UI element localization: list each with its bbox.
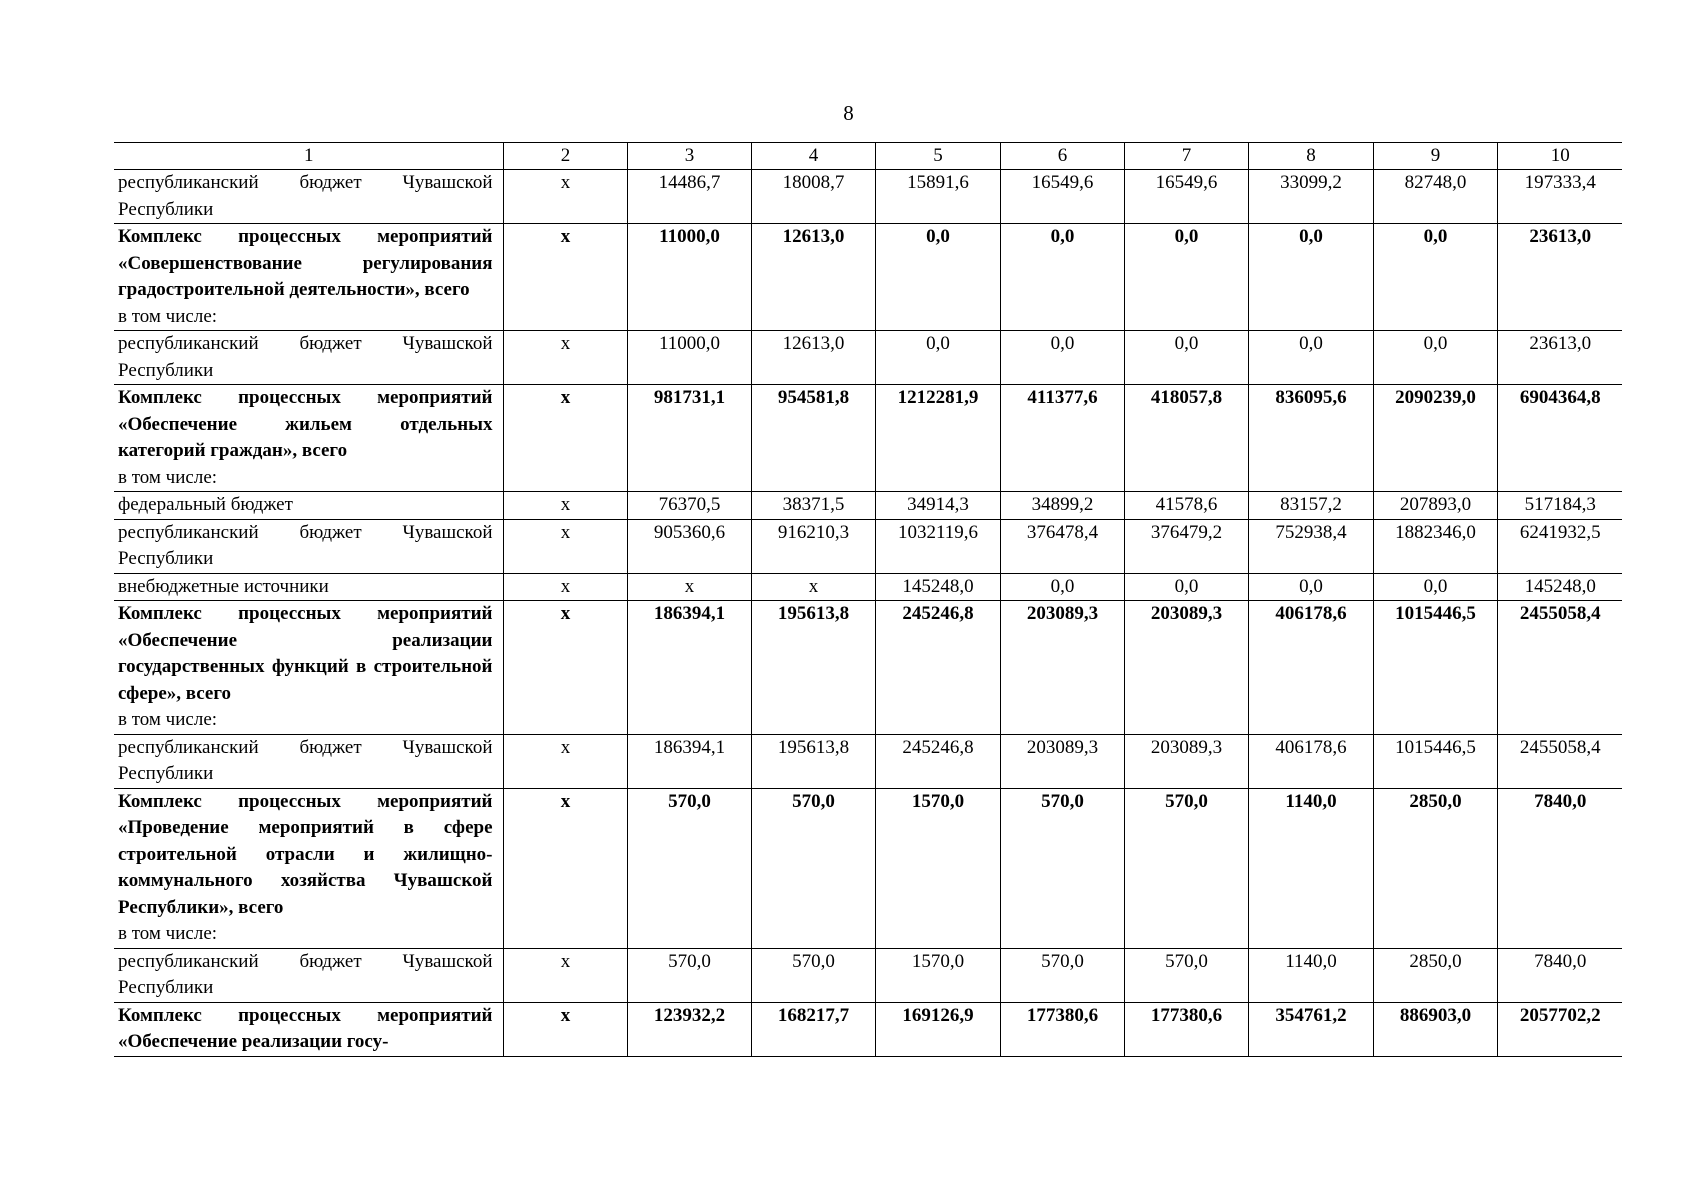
row-name: Комплекс процессных мероприятий «Обеспечение реализации госу- — [118, 1004, 493, 1052]
table-row-section — [114, 224, 1622, 331]
value-cell: 916210,3 — [751, 519, 875, 573]
header-row — [114, 143, 1622, 170]
value-cell: 0,0 — [1373, 573, 1497, 601]
row-name-cell — [114, 519, 503, 573]
value-cell: 570,0 — [751, 948, 875, 1002]
value-cell: 0,0 — [1248, 331, 1373, 385]
value-cell: 203089,3 — [1000, 734, 1124, 788]
value-cell: 1140,0 — [1248, 948, 1373, 1002]
value-cell: 23613,0 — [1497, 224, 1622, 331]
value-cell: 1140,0 — [1248, 788, 1373, 948]
row-name-cell — [114, 788, 503, 948]
value-cell: 34899,2 — [1000, 492, 1124, 520]
row-name: Комплекс процессных мероприятий «Обеспечение реализации государственных функций в строительной сфере», всего — [118, 603, 493, 704]
value-cell: 570,0 — [627, 788, 751, 948]
value-cell: 406178,6 — [1248, 601, 1373, 735]
value-cell: 186394,1 — [627, 734, 751, 788]
column-header: 2 — [503, 143, 627, 170]
row-name-cell — [114, 492, 503, 520]
value-cell: 6241932,5 — [1497, 519, 1622, 573]
value-cell: 411377,6 — [1000, 385, 1124, 492]
row-name-cell — [114, 170, 503, 224]
value-cell: 14486,7 — [627, 170, 751, 224]
value-cell: 41578,6 — [1124, 492, 1248, 520]
value-cell: 186394,1 — [627, 601, 751, 735]
value-cell: 2850,0 — [1373, 788, 1497, 948]
value-cell: х — [503, 948, 627, 1002]
value-cell: 0,0 — [1000, 224, 1124, 331]
value-cell: 2090239,0 — [1373, 385, 1497, 492]
table-row-section — [114, 1002, 1622, 1056]
value-cell: 38371,5 — [751, 492, 875, 520]
value-cell: 11000,0 — [627, 331, 751, 385]
row-name-cell — [114, 734, 503, 788]
value-cell: 145248,0 — [1497, 573, 1622, 601]
column-header: 5 — [875, 143, 1000, 170]
value-cell: 207893,0 — [1373, 492, 1497, 520]
value-cell: 245246,8 — [875, 734, 1000, 788]
value-cell: 570,0 — [1000, 948, 1124, 1002]
value-cell: 177380,6 — [1000, 1002, 1124, 1056]
column-header: 1 — [304, 145, 314, 166]
value-cell: 1570,0 — [875, 788, 1000, 948]
row-name: республиканский бюджет Чувашской Республики — [118, 736, 493, 784]
page-number: 8 — [843, 101, 854, 125]
column-header: 9 — [1373, 143, 1497, 170]
row-name-cell — [114, 573, 503, 601]
value-cell: 245246,8 — [875, 601, 1000, 735]
column-header: 10 — [1497, 143, 1622, 170]
value-cell: 168217,7 — [751, 1002, 875, 1056]
value-cell: 12613,0 — [751, 331, 875, 385]
value-cell: 570,0 — [1000, 788, 1124, 948]
value-cell: 11000,0 — [627, 224, 751, 331]
value-cell: 33099,2 — [1248, 170, 1373, 224]
value-cell: 76370,5 — [627, 492, 751, 520]
value-cell: 0,0 — [1124, 573, 1248, 601]
value-cell: 2850,0 — [1373, 948, 1497, 1002]
value-cell: х — [503, 331, 627, 385]
value-cell: 1570,0 — [875, 948, 1000, 1002]
value-cell: х — [503, 788, 627, 948]
row-subnote: в том числе: — [118, 709, 218, 730]
row-name-cell — [114, 331, 503, 385]
row-name: республиканский бюджет Чувашской Республики — [118, 333, 493, 381]
value-cell: 570,0 — [1124, 948, 1248, 1002]
table-row-section — [114, 601, 1622, 735]
value-cell: 570,0 — [627, 948, 751, 1002]
value-cell: х — [627, 573, 751, 601]
value-cell: 954581,8 — [751, 385, 875, 492]
value-cell: 570,0 — [1124, 788, 1248, 948]
value-cell: х — [503, 601, 627, 735]
value-cell: х — [503, 492, 627, 520]
column-header: 8 — [1248, 143, 1373, 170]
value-cell: 0,0 — [1373, 224, 1497, 331]
value-cell: 82748,0 — [1373, 170, 1497, 224]
table-row — [114, 492, 1622, 520]
row-name: федеральный бюджет — [118, 494, 293, 515]
value-cell: 0,0 — [1248, 224, 1373, 331]
value-cell: 418057,8 — [1124, 385, 1248, 492]
value-cell: 406178,6 — [1248, 734, 1373, 788]
row-name: республиканский бюджет Чувашской Республики — [118, 950, 493, 998]
row-name-cell — [114, 948, 503, 1002]
value-cell: 203089,3 — [1124, 734, 1248, 788]
value-cell: 123932,2 — [627, 1002, 751, 1056]
value-cell: х — [503, 170, 627, 224]
value-cell: 570,0 — [751, 788, 875, 948]
value-cell: 0,0 — [875, 224, 1000, 331]
value-cell: 195613,8 — [751, 734, 875, 788]
value-cell: 886903,0 — [1373, 1002, 1497, 1056]
value-cell: х — [503, 1002, 627, 1056]
value-cell: 23613,0 — [1497, 331, 1622, 385]
value-cell: 177380,6 — [1124, 1002, 1248, 1056]
value-cell: 836095,6 — [1248, 385, 1373, 492]
table-row — [114, 948, 1622, 1002]
table-row — [114, 170, 1622, 224]
value-cell: 981731,1 — [627, 385, 751, 492]
table-row — [114, 734, 1622, 788]
row-name: внебюджетные источники — [118, 575, 329, 597]
value-cell: 169126,9 — [875, 1002, 1000, 1056]
value-cell: 7840,0 — [1497, 788, 1622, 948]
column-header: 7 — [1124, 143, 1248, 170]
value-cell: 2455058,4 — [1497, 734, 1622, 788]
value-cell: 0,0 — [875, 331, 1000, 385]
row-name-cell — [114, 224, 503, 331]
value-cell: 376479,2 — [1124, 519, 1248, 573]
table-row-section — [114, 788, 1622, 948]
value-cell: 195613,8 — [751, 601, 875, 735]
value-cell: 1015446,5 — [1373, 601, 1497, 735]
value-cell: 197333,4 — [1497, 170, 1622, 224]
value-cell: 0,0 — [1124, 331, 1248, 385]
value-cell: 0,0 — [1373, 331, 1497, 385]
row-name: республиканский бюджет Чувашской Республики — [118, 521, 493, 569]
value-cell: 2455058,4 — [1497, 601, 1622, 735]
value-cell: 203089,3 — [1124, 601, 1248, 735]
row-name-cell — [114, 1002, 503, 1056]
value-cell: 905360,6 — [627, 519, 751, 573]
column-header: 3 — [627, 143, 751, 170]
row-subnote: в том числе: — [118, 923, 218, 944]
value-cell: 354761,2 — [1248, 1002, 1373, 1056]
table-row-section — [114, 385, 1622, 492]
row-name: Комплекс процессных мероприятий «Совершенствование регулирования градостроительной деятельности», всего — [118, 226, 493, 300]
row-name: Комплекс процессных мероприятий «Обеспечение жильем отдельных категорий граждан», всего — [118, 387, 493, 461]
value-cell: 16549,6 — [1124, 170, 1248, 224]
table-row — [114, 331, 1622, 385]
table-row — [114, 519, 1622, 573]
value-cell: х — [503, 224, 627, 331]
value-cell: х — [751, 573, 875, 601]
value-cell: 1032119,6 — [875, 519, 1000, 573]
value-cell: 0,0 — [1124, 224, 1248, 331]
value-cell: 83157,2 — [1248, 492, 1373, 520]
table-row — [114, 573, 1622, 601]
value-cell: х — [503, 385, 627, 492]
value-cell: 752938,4 — [1248, 519, 1373, 573]
value-cell: 16549,6 — [1000, 170, 1124, 224]
value-cell: 376478,4 — [1000, 519, 1124, 573]
column-header: 6 — [1000, 143, 1124, 170]
row-name: Комплекс процессных мероприятий «Проведение мероприятий в сфере строительной отрасли и жилищно-коммунального хозяйства Чувашской Республики», всего — [118, 790, 493, 918]
value-cell: 517184,3 — [1497, 492, 1622, 520]
value-cell: 145248,0 — [875, 573, 1000, 601]
column-header: 4 — [751, 143, 875, 170]
row-name: республиканский бюджет Чувашской Республики — [118, 172, 493, 220]
value-cell: 1015446,5 — [1373, 734, 1497, 788]
value-cell: 18008,7 — [751, 170, 875, 224]
budget-table — [114, 142, 1622, 1057]
value-cell: 7840,0 — [1497, 948, 1622, 1002]
row-name-cell — [114, 385, 503, 492]
value-cell: 203089,3 — [1000, 601, 1124, 735]
value-cell: 15891,6 — [875, 170, 1000, 224]
row-subnote: в том числе: — [118, 305, 218, 327]
value-cell: х — [503, 519, 627, 573]
value-cell: 0,0 — [1000, 331, 1124, 385]
value-cell: 1212281,9 — [875, 385, 1000, 492]
value-cell: 0,0 — [1000, 573, 1124, 601]
value-cell: 0,0 — [1248, 573, 1373, 601]
value-cell: 1882346,0 — [1373, 519, 1497, 573]
value-cell: х — [503, 573, 627, 601]
row-subnote: в том числе: — [118, 466, 218, 488]
row-name-cell — [114, 601, 503, 735]
value-cell: 2057702,2 — [1497, 1002, 1622, 1056]
value-cell: х — [503, 734, 627, 788]
value-cell: 6904364,8 — [1497, 385, 1622, 492]
value-cell: 34914,3 — [875, 492, 1000, 520]
value-cell: 12613,0 — [751, 224, 875, 331]
